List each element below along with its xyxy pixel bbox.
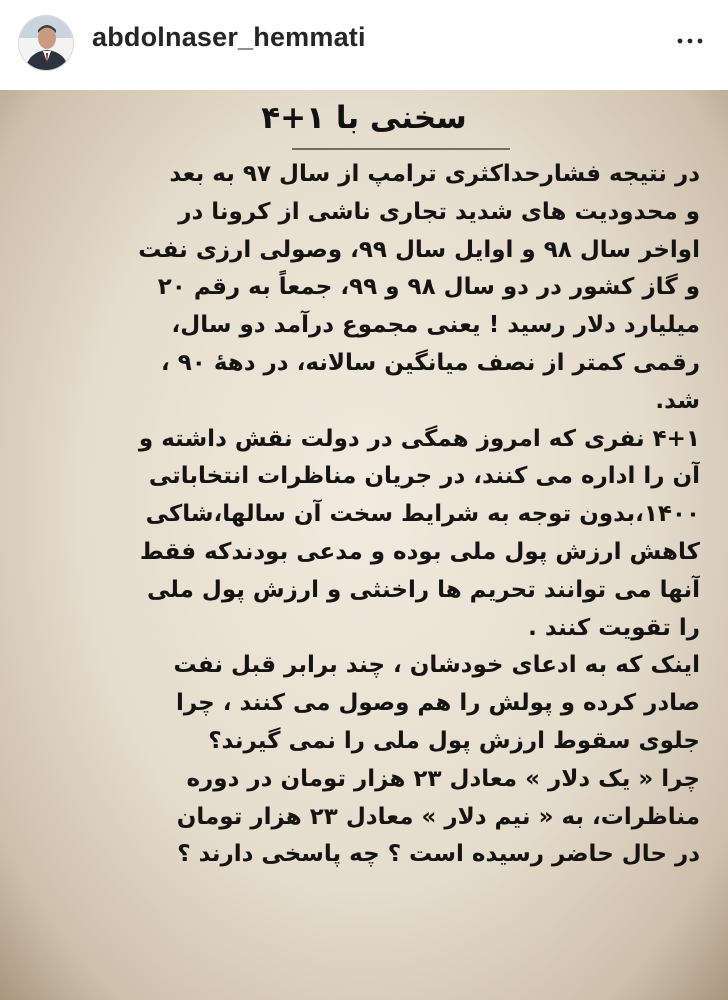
- text-line: در نتیجه فشارحداکثری ترامپ از سال ۹۷ به بعد: [169, 161, 700, 187]
- text-line: و محدودیت های شدید تجاری ناشی از کرونا در: [178, 198, 700, 225]
- text-line: جلوی سقوط ارزش پول ملی را نمی گیرند؟: [208, 727, 700, 754]
- text-line: کاهش ارزش پول ملی بوده و مدعی بودندکه فقط: [139, 538, 700, 565]
- text-line: آن را اداره می کنند، در جریان مناظرات انتخاباتی: [148, 463, 700, 490]
- post-body-text: [32, 156, 700, 874]
- text-line: چرا « یک دلار » معادل ۲۳ هزار تومان در دوره: [186, 765, 700, 792]
- more-options-button[interactable]: [670, 26, 710, 56]
- post-header: [0, 0, 728, 90]
- text-line: اواخر سال ۹۸ و اوایل سال ۹۹، وصولی ارزی نفت: [138, 236, 700, 263]
- avatar[interactable]: [18, 15, 74, 71]
- text-line: رقمی کمتر از نصف میانگین سالانه، در دههٔ ۹۰ ،: [161, 349, 700, 376]
- username[interactable]: abdolnaser_hemmati: [92, 22, 366, 52]
- text-line: میلیارد دلار رسید ! یعنی مجموع درآمد دو سال،: [171, 312, 700, 339]
- text-line: را تقویت کنند .: [528, 614, 700, 641]
- text-line: ۱۴۰۰،بدون توجه به شرایط سخت آن سالها،شاکی: [145, 501, 700, 528]
- text-line: ۴+۱ نفری که امروز همگی در دولت نقش داشته و: [138, 425, 700, 452]
- profile-photo-icon: [19, 16, 74, 71]
- text-line: اینک که به ادعای خودشان ، چند برابر قبل نفت: [173, 652, 700, 679]
- text-line: مناظرات، به « نیم دلار » معادل ۲۳ هزار تومان: [176, 803, 700, 830]
- post-title: سخنی با ۱+۴: [261, 100, 467, 136]
- text-line: شد.: [655, 387, 700, 414]
- post-image[interactable]: [0, 90, 728, 1000]
- text-line: در حال حاضر رسیده است ؟ چه پاسخی دارند ؟: [177, 841, 700, 868]
- text-line: و گاز کشور در دو سال ۹۸ و ۹۹، جمعاً به رقم ۲۰: [157, 274, 700, 301]
- title-underline: [292, 148, 510, 150]
- text-line: آنها می توانند تحریم ها راخنثی و ارزش پول ملی: [147, 576, 700, 603]
- text-line: صادر کرده و پولش را هم وصول می کنند ، چرا: [175, 690, 700, 717]
- more-options-icon: [677, 38, 703, 44]
